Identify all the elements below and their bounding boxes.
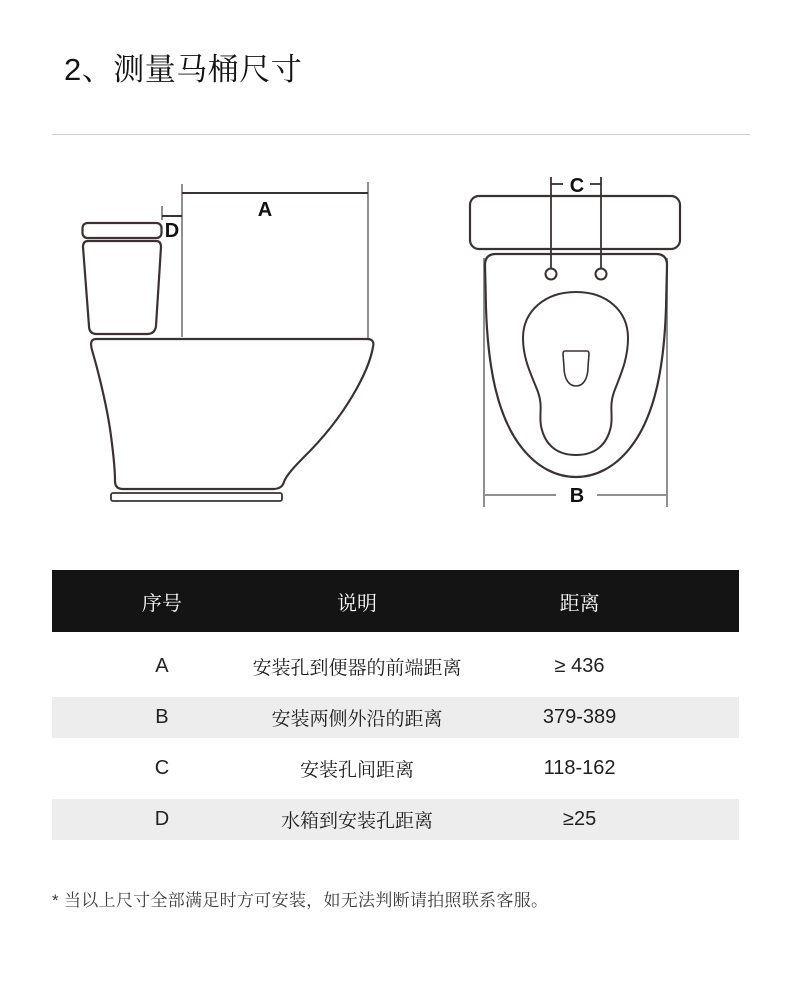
row-d-desc: 水箱到安装孔距离	[281, 811, 434, 832]
table-body	[52, 632, 739, 845]
table-header-row	[52, 570, 739, 632]
row-b-no: B	[155, 706, 169, 728]
row-d-no: D	[154, 808, 170, 830]
row-a-desc: 安装孔到便器的前端距离	[252, 658, 462, 679]
footnote: * 当以上尺寸全部满足时方可安装，如无法判断请拍照联系客服。	[52, 891, 549, 910]
row-c-no: C	[154, 757, 170, 779]
page-title: 2、测量马桶尺寸	[64, 52, 303, 87]
row-c-desc: 安装孔间距离	[300, 760, 415, 781]
table-row	[52, 794, 739, 845]
toilet-top-view-diagram	[450, 170, 700, 518]
dimension-table	[52, 570, 739, 845]
table-header-desc: 说明	[337, 592, 378, 615]
table-header-dist: 距离	[559, 592, 600, 615]
table-row	[52, 692, 739, 743]
dimension-label-c: C	[569, 175, 585, 197]
row-c-value: 118-162	[543, 757, 616, 779]
row-b-desc: 安装两侧外沿的距离	[271, 709, 443, 730]
table-row	[52, 743, 739, 794]
dimension-label-b: B	[569, 485, 585, 507]
table-row	[52, 641, 739, 692]
row-d-value: ≥25	[562, 808, 597, 830]
dimension-label-d: D	[164, 220, 180, 242]
divider	[52, 134, 750, 135]
row-b-value: 379-389	[542, 706, 617, 728]
row-a-no: A	[155, 655, 169, 677]
dimension-label-a: A	[257, 199, 273, 221]
toilet-side-view-diagram	[73, 176, 387, 512]
table-header-no: 序号	[141, 592, 182, 615]
row-a-value: ≥ 436	[554, 655, 605, 677]
